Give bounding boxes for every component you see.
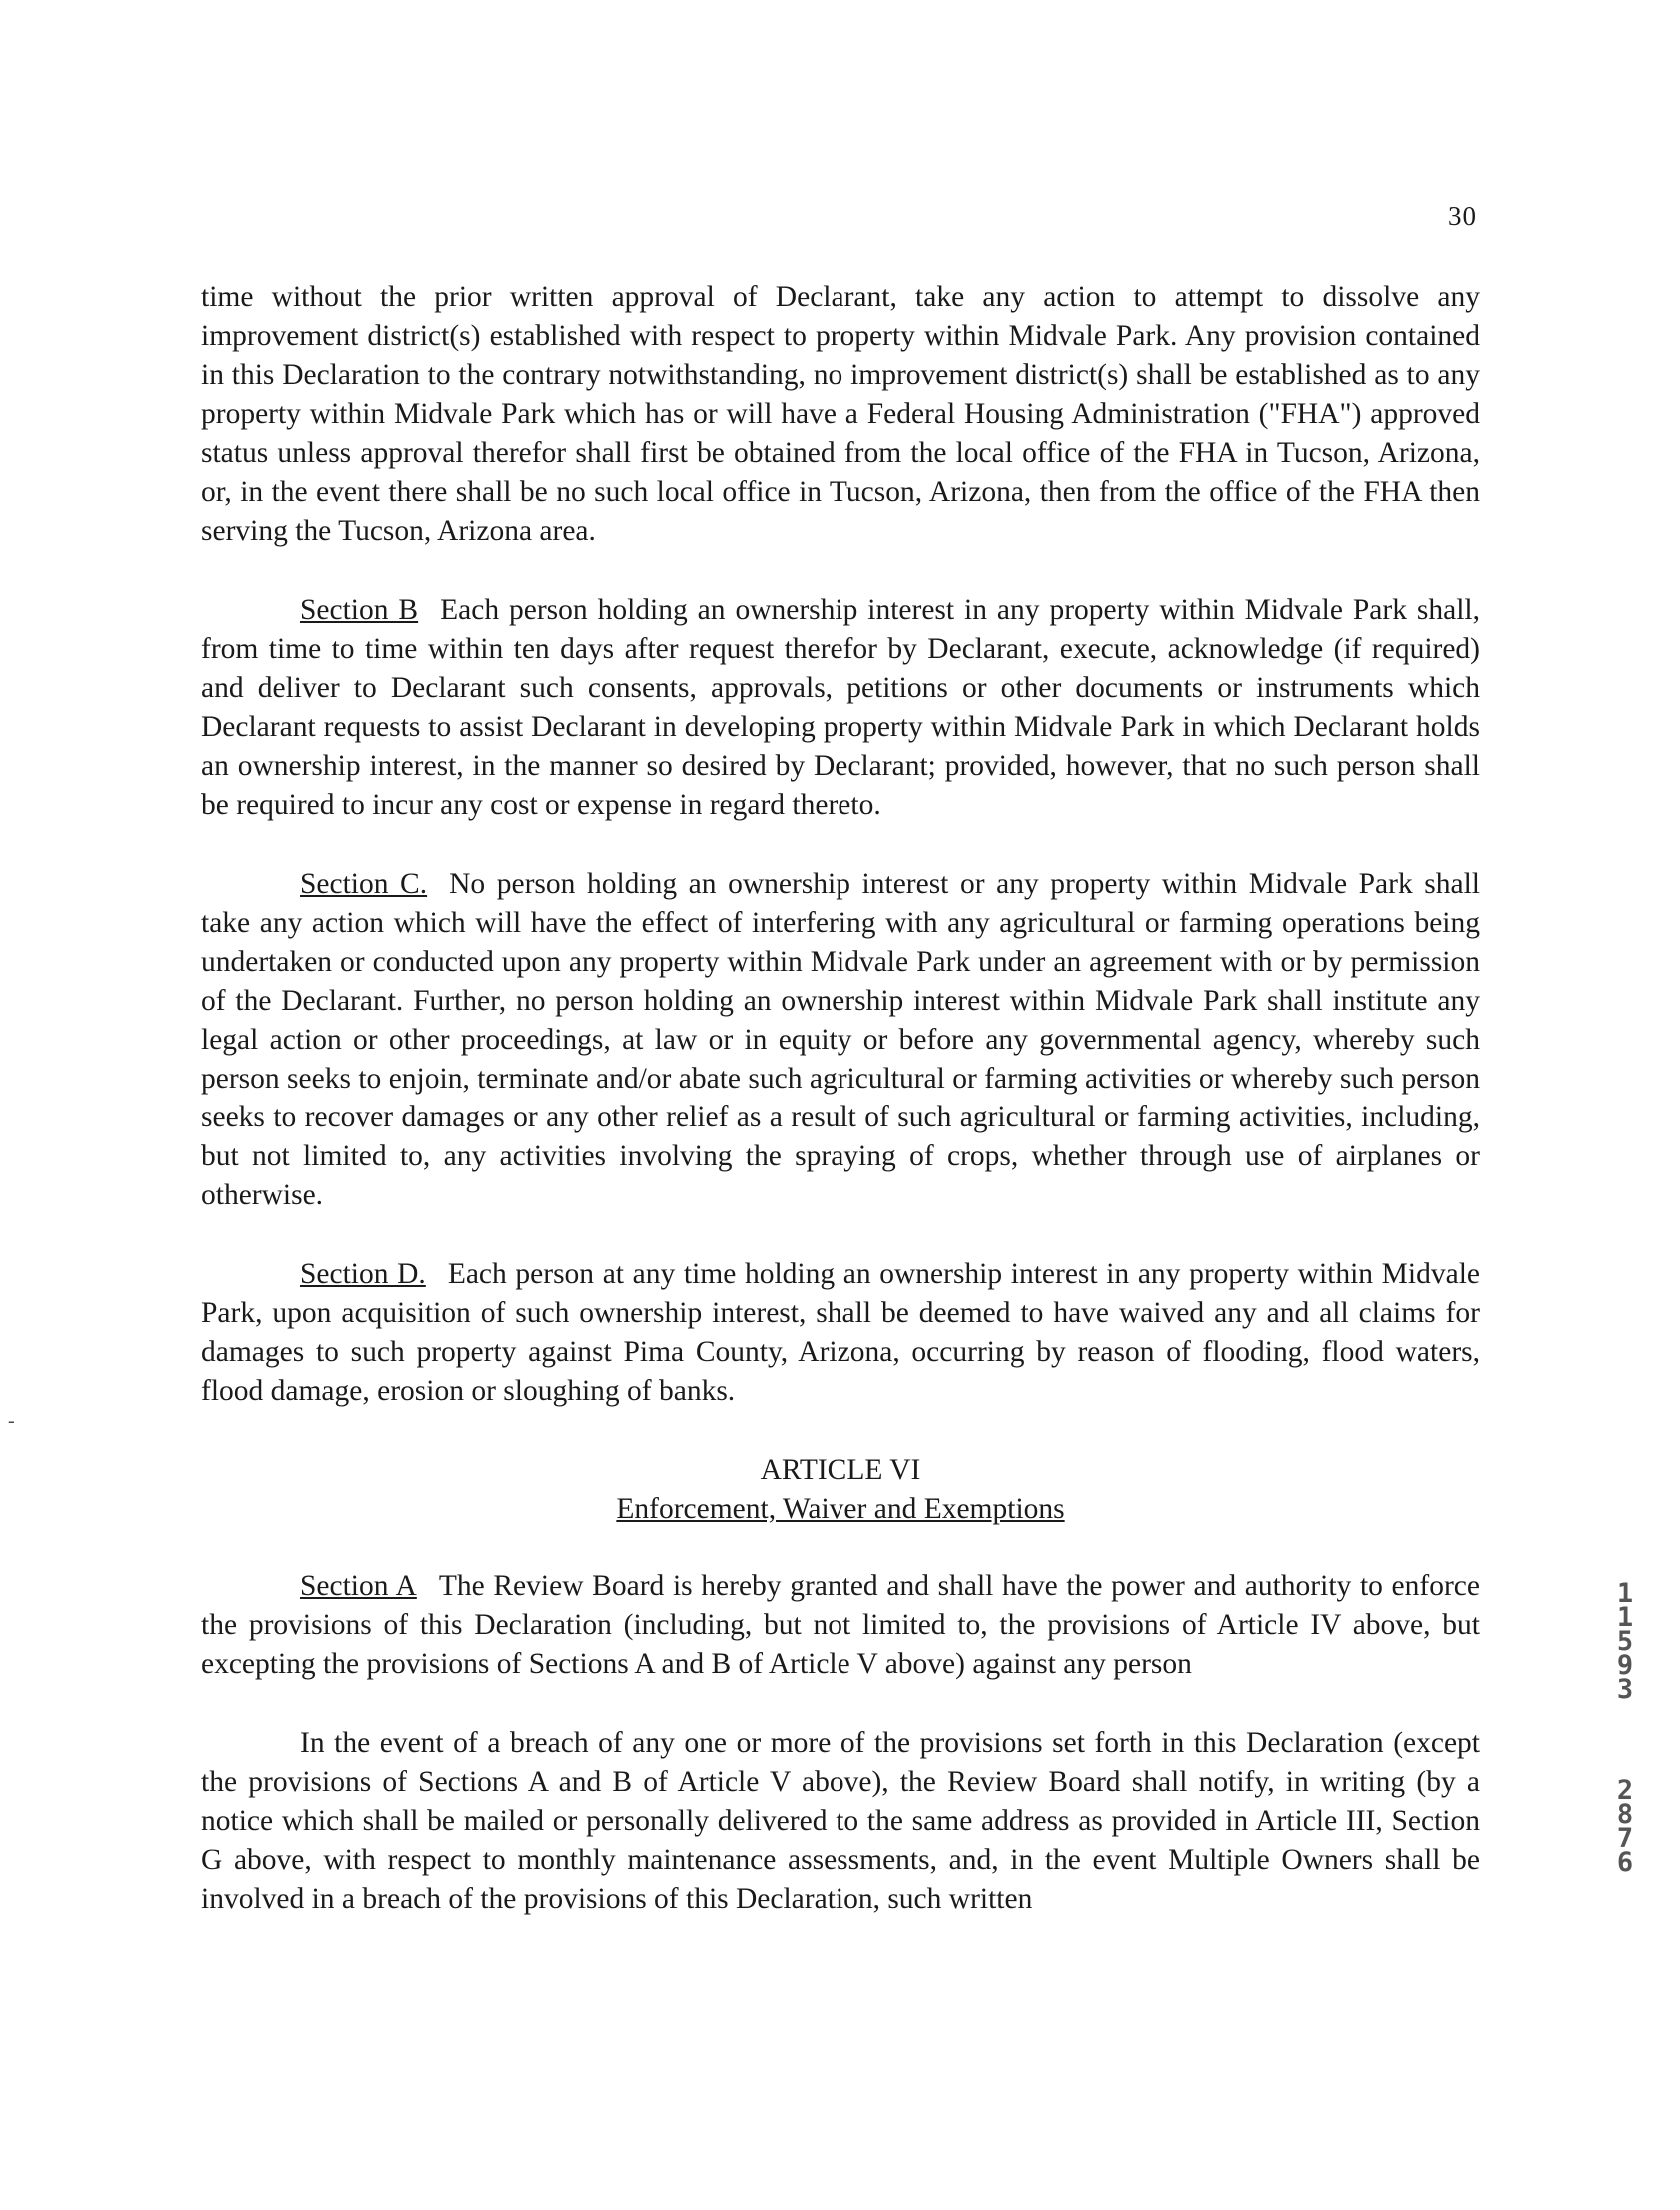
paragraph-text: In the event of a breach of any one or more of the provisions set forth in this Declaration (except the provisions of Sections A and B of Article V above), the Review Board shall notify, in writing (by a notice which shall be mailed or personally delivered to the same address as provided in Article III, Section G above, with respect to monthly maintenance assessments, and, in the event Multiple Owners shall be involved in a breach of the provisions of this Declaration, such written (201, 1727, 1480, 1915)
stamp-digit: 1 (1616, 1578, 1634, 1609)
paragraph-breach (201, 1724, 1480, 1919)
paragraph-section-c (201, 865, 1480, 1215)
section-label: Section D. (300, 1258, 426, 1290)
paragraph-continuation (201, 278, 1480, 551)
stamp-digit: 9 (1616, 1650, 1634, 1681)
section-label: Section A (300, 1570, 417, 1602)
stamp-digit: 6 (1616, 1847, 1634, 1878)
stamp-digit: 2 (1616, 1775, 1634, 1806)
paragraph-text: Each person at any time holding an ownership interest in any property within Midvale Park, upon acquisition of such ownership interest, shall be deemed to have waived any and all claims for damages to such property against Pima County, Arizona, occurring by reason of flooding, flood waters, flood damage, erosion or sloughing of banks. (201, 1258, 1480, 1407)
stamp-digit: 5 (1616, 1626, 1634, 1657)
paragraph-text: Each person holding an ownership interest in any property within Midvale Park shall, from time to time within ten days after request therefor by Declarant, execute, acknowledge (if required) and deliver to Declarant such consents, approvals, petitions or other documents or instruments which Declarant requests to assist Declarant in developing property within Midvale Park in which Declarant holds an ownership interest, in the manner so desired by Declarant; provided, however, that no such person shall be required to incur any cost or expense in regard thereto. (201, 594, 1480, 821)
document-body (201, 278, 1480, 1959)
stamp-digit: 1 (1616, 1602, 1634, 1633)
section-label: Section B (300, 594, 419, 626)
article-title: ARTICLE VI (760, 1454, 921, 1486)
paragraph-text: The Review Board is hereby granted and shall have the power and authority to enforce the provisions of this Declaration (including, but not limited to, the provisions of Article IV above, but excepting the provisions of Sections A and B of Article V above) against any person (201, 1570, 1480, 1680)
docket-stamp-bottom (1611, 1775, 1639, 1878)
stamp-digit: 7 (1616, 1823, 1634, 1854)
paragraph-section-a (201, 1567, 1480, 1684)
stamp-digit: 8 (1616, 1799, 1634, 1830)
margin-mark: - (8, 1410, 15, 1432)
stamp-digit: 3 (1616, 1674, 1634, 1705)
section-label: Section C. (300, 868, 428, 900)
paragraph-text: time without the prior written approval of Declarant, take any action to attempt to dissolve any improvement district(s) established with respect to property within Midvale Park. Any provision contained in this Declaration to the contrary notwithstanding, no improvement district(s) shall be established as to any property within Midvale Park which has or will have a Federal Housing Administration ("FHA") approved status unless approval therefor shall first be obtained from the local office of the FHA in Tucson, Arizona, or, in the event there shall be no such local office in Tucson, Arizona, then from the office of the FHA then serving the Tucson, Arizona area. (201, 281, 1480, 547)
article-subtitle: Enforcement, Waiver and Exemptions (616, 1493, 1065, 1525)
paragraph-text: No person holding an ownership interest or any property within Midvale Park shall take any action which will have the effect of interfering with any agricultural or farming operations being undertaken or conducted upon any property within Midvale Park under an agreement with or by permission of the Declarant. Further, no person holding an ownership interest within Midvale Park shall institute any legal action or other proceedings, at law or in equity or before any governmental agency, whereby such person seeks to enjoin, terminate and/or abate such agricultural or farming activities or whereby such person seeks to recover damages or any other relief as a result of such agricultural or farming activities, including, but not limited to, any activities involving the spraying of crops, whether through use of airplanes or otherwise. (201, 868, 1480, 1211)
paragraph-section-d (201, 1255, 1480, 1411)
page-number: 30 (1448, 201, 1477, 231)
docket-stamp-top (1611, 1578, 1639, 1705)
article-heading (201, 1451, 1480, 1529)
paragraph-section-b (201, 591, 1480, 825)
